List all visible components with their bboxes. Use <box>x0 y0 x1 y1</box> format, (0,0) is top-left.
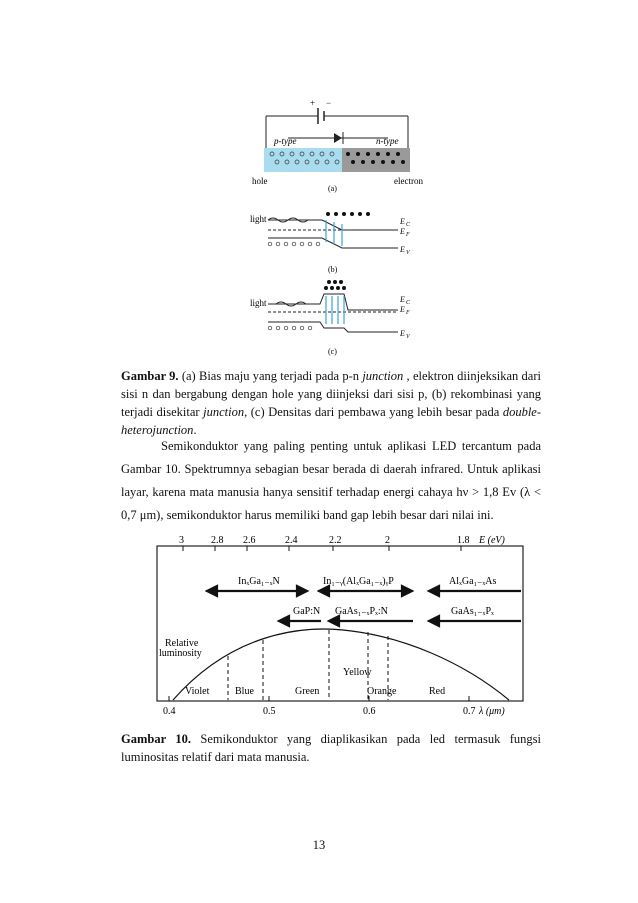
material-gapn: GaP:N <box>293 606 321 617</box>
ef-label-b: E <box>400 227 405 236</box>
energy-unit: E (eV) <box>479 535 505 546</box>
label-c: (c) <box>328 347 337 356</box>
ev-sub-c: V <box>406 334 410 340</box>
ntype-label: n-type <box>376 136 399 146</box>
energy-tick-label: 2.8 <box>211 535 224 546</box>
color-blue: Blue <box>235 686 254 697</box>
caption10-text: Semikonduktor yang diaplikasikan pada led termasuk fungsi luminositas relatif dari mata manusia. <box>121 732 541 764</box>
caption9-double: double-heterojunction <box>121 405 541 437</box>
ev-sub-b: V <box>406 250 410 256</box>
ec-label-c: E <box>400 295 405 304</box>
caption9-text-1: (a) Bias maju yang terjadi pada p-n <box>178 369 363 383</box>
caption9-text-3: , (c) Densitas dari pembawa yang lebih besar pada <box>244 405 503 419</box>
rel-lum-1: Relative <box>165 638 199 649</box>
caption10-prefix: Gambar 10. <box>121 732 191 746</box>
holes-c <box>268 326 312 330</box>
wavelength-unit: λ (μm) <box>479 706 505 717</box>
material-algaas: AlₓGa₁₋ₓAs <box>449 576 497 587</box>
caption9-junction-1: junction <box>362 369 404 383</box>
energy-tick-label: 2.4 <box>285 535 298 546</box>
energy-ticks <box>179 535 470 551</box>
luminosity-curve <box>173 629 509 700</box>
band-diagram-c <box>268 294 398 332</box>
p-region <box>264 148 342 172</box>
energy-tick-label: 2.2 <box>329 535 342 546</box>
page-number: 13 <box>312 838 326 852</box>
electrons-c <box>324 280 346 290</box>
electrons-b <box>326 212 370 216</box>
light-label-b: light <box>250 214 267 224</box>
ec-sub-c: C <box>406 300 411 306</box>
battery-plus: + <box>310 98 316 108</box>
caption9-text-2: , elektron diinjeksikan dari sisi n dan bergabung dengan hole yang diinjeksi dari sisi p, (b) rekombinasi yang terjadi disekitar <box>121 369 541 419</box>
caption9-prefix: Gambar 9. <box>121 369 179 383</box>
energy-tick-label: 2 <box>385 535 390 546</box>
ef-label-c: E <box>400 305 405 314</box>
figure-10-caption <box>121 730 541 766</box>
body-paragraph: Semikonduktor yang paling penting untuk aplikasi LED tercantum pada Gambar 10. Spektrumnya sebagian besar berada di daerah infrared. Untuk aplikasi layar, karena mata manusia hanya sensitif terhadap energi cahaya hν > 1,8 Ev (λ < 0,7 μm), semikonduktor harus memiliki band gap lebih besar dari nilai ini. <box>121 439 541 522</box>
caption9-junction-2: junction <box>203 405 245 419</box>
holes-b <box>268 242 320 246</box>
ec-sub-b: C <box>406 222 411 228</box>
ptype-label: p-type <box>274 136 297 146</box>
figure-10-diagram <box>143 532 525 722</box>
ev-label-c: E <box>400 329 405 338</box>
recombination-arrows-b <box>326 220 342 246</box>
energy-tick-label: 3 <box>179 535 184 546</box>
color-green: Green <box>295 686 320 697</box>
color-yellow: Yellow <box>343 667 372 678</box>
hole-label: hole <box>252 176 268 186</box>
ef-sub-b: F <box>406 232 410 238</box>
figure-9-caption <box>121 367 541 439</box>
label-a: (a) <box>328 184 337 193</box>
ec-label-b: E <box>400 217 405 226</box>
battery-minus: − <box>326 98 332 108</box>
wavelength-tick-label: 0.7 <box>463 706 476 717</box>
color-orange: Orange <box>367 686 397 697</box>
wavelength-tick-label: 0.6 <box>363 706 376 717</box>
material-gaasp: GaAs₁₋ₓPₓ <box>451 606 494 617</box>
wavelength-tick-label: 0.5 <box>263 706 276 717</box>
recombination-arrows-c <box>326 296 344 324</box>
energy-tick-label: 1.8 <box>457 535 470 546</box>
energy-tick-label: 2.6 <box>243 535 256 546</box>
material-gaaspn: GaAs₁₋ₓPₓ:N <box>335 606 388 617</box>
light-label-c: light <box>250 298 267 308</box>
ef-sub-c: F <box>406 310 410 316</box>
wavelength-ticks <box>163 696 476 717</box>
electron-label: electron <box>394 176 423 186</box>
label-b: (b) <box>328 265 338 274</box>
n-region <box>342 148 410 172</box>
material-ingan: InₓGa₁₋ₓN <box>238 576 280 587</box>
color-red: Red <box>429 686 446 697</box>
ev-label-b: E <box>400 245 405 254</box>
figure-9-diagram <box>248 96 436 358</box>
wavelength-tick-label: 0.4 <box>163 706 176 717</box>
caption9-text-4: . <box>193 423 197 437</box>
diode-icon <box>334 133 342 143</box>
color-violet: Violet <box>185 686 210 697</box>
rel-lum-2: luminosity <box>159 648 202 659</box>
material-inalgap: In₁₋ᵧ(AlₓGa₁₋ₓ)ᵧP <box>323 576 394 587</box>
